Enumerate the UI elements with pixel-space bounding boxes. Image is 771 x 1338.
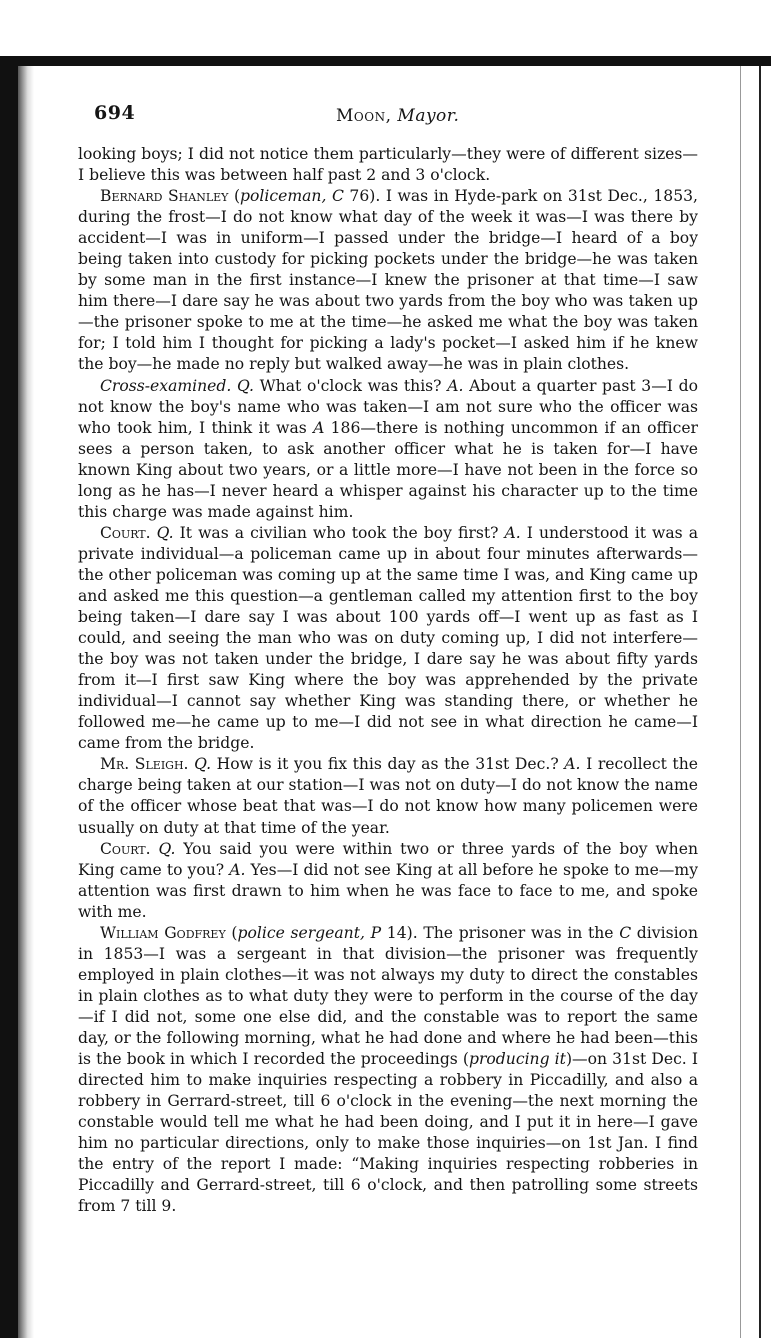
page-edge-line bbox=[759, 66, 761, 1338]
paragraph-text: ( bbox=[225, 923, 238, 942]
italic-text: Cross-examined. Q. bbox=[100, 376, 254, 395]
paragraph bbox=[78, 754, 698, 838]
paragraph-text: How is it you fix this day as the 31st Dec.? bbox=[211, 755, 565, 774]
italic-text: A. bbox=[504, 523, 521, 542]
italic-text: Q. bbox=[156, 523, 174, 542]
paragraph-text: You said you were within two or three yards of the boy when King came to you? bbox=[78, 839, 698, 879]
italic-text: A. bbox=[229, 860, 246, 879]
paragraph-text: 186—there is nothing uncommon if an officer sees a person taken, to ask another officer what he is taken for—I have known King about two years, or a little more—I have not been in the force so long as he has—I never heard a whisper against his character up to the time this charge was made against him. bbox=[78, 418, 698, 521]
paragraph bbox=[78, 186, 698, 375]
page-header bbox=[78, 96, 698, 144]
speaker-name: Court. bbox=[100, 523, 151, 542]
italic-text: A. bbox=[564, 755, 581, 774]
speaker-name: Court. bbox=[100, 839, 151, 858]
paragraph-text: ( bbox=[228, 187, 241, 206]
italic-text: C bbox=[619, 923, 632, 942]
paragraph bbox=[78, 839, 698, 923]
paragraph-text: )—on 31st Dec. I directed him to make inquiries respecting a robbery in Piccadilly, and also a robbery in Gerrard-street, till 6 o'clock in the evening—the next morning the constable would tell me what he had been doing, and I put it in here—I gave him no particular directions, only to make those inquiries—on 1st Jan. I find the entry of the report I made: “Making inquiries respecting robberies in Piccadilly and Gerrard-street, till 6 o'clock, and then patrolling some streets from 7 till 9. bbox=[78, 1050, 699, 1216]
paragraph-text: 76). I was in Hyde-park on 31st Dec., 1853, during the frost—I do not know what day of the week it was—I was there by accident—I was in uniform—I passed under the bridge—I heard of a boy being taken into custody for picking pockets under the bridge—he was taken by some man in the first instance—I knew the prisoner at that time—I saw him there—I dare say he was about two yards from the boy who was taken up—the prisoner spoke to me at the time—he asked me what the boy was taken for; I told him I thought for picking a lady's pocket—I asked him if he knew the boy—he made no reply but walked away—he was in plain clothes. bbox=[78, 187, 699, 374]
paragraph-text: division in 1853—I was a sergeant in that division—the prisoner was frequently employed in plain clothes—it was not always my duty to direct the constables in plain clothes as to what duty they were to perform in the course of the day—if I did not, some one else did, and the constable was to report the same day, or the following morning, what he had done and where he had been—this is the book in which I recorded the proceedings ( bbox=[78, 923, 698, 1069]
paragraph-text: Yes—I did not see King at all before he spoke to me—my attention was first drawn to him when he was face to face to me, and spoke with me. bbox=[78, 860, 698, 921]
italic-text: A bbox=[313, 418, 325, 437]
paragraph-text: What o'clock was this? bbox=[253, 376, 448, 395]
page-number: 694 bbox=[94, 102, 136, 124]
speaker-name: William Godfrey bbox=[100, 923, 226, 942]
speaker-name: Mr. Sleigh. bbox=[100, 755, 189, 774]
page-body-text bbox=[78, 144, 698, 1217]
running-head bbox=[336, 106, 459, 126]
running-head-name: Moon, bbox=[336, 106, 392, 126]
scan-border-top bbox=[0, 56, 771, 66]
italic-text: police sergeant, P bbox=[237, 923, 382, 942]
italic-text: Q. bbox=[158, 839, 176, 858]
scan-border-left bbox=[0, 56, 18, 1338]
italic-text: producing it bbox=[468, 1050, 566, 1069]
book-page bbox=[78, 96, 698, 1217]
paragraph-text: looking boys; I did not notice them particularly—they were of different sizes—I believe this was between half past 2 and 3 o'clock. bbox=[78, 145, 698, 185]
page-edge-line-inner bbox=[740, 66, 741, 1338]
paragraph-text: About a quarter past 3—I do not know the boy's name who was taken—I am not sure who the officer was who took him, I think it was bbox=[78, 376, 698, 437]
scan-background-top bbox=[0, 0, 771, 62]
paragraph-text: 14). The prisoner was in the bbox=[381, 923, 620, 942]
paragraph bbox=[78, 923, 698, 1218]
paragraph bbox=[78, 523, 698, 755]
paragraph bbox=[78, 376, 698, 523]
paragraph bbox=[78, 144, 698, 186]
italic-text: Q. bbox=[194, 755, 212, 774]
running-head-title: Mayor. bbox=[397, 106, 460, 126]
italic-text: policeman, C bbox=[240, 187, 344, 206]
book-gutter-shadow bbox=[18, 66, 34, 1338]
paragraph-text: I recollect the charge being taken at our station—I was not on duty—I do not know the name of the officer whose beat that was—I do not know how many policemen were usually on duty at that time of the year. bbox=[78, 755, 698, 837]
italic-text: A. bbox=[447, 376, 464, 395]
paragraph-text: I understood it was a private individual—a policeman came up in about four minutes afterwards—the other policeman was coming up at the same time I was, and King came up and asked me this question—a gentleman called my attention first to the boy being taken—I dare say I was about 100 yards off—I went up as fast as I could, and seeing the man who was on duty coming up, I did not interfere—the boy was not taken under the bridge, I dare say he was about fifty yards from it—I first saw King where the boy was apprehended by the private individual—I cannot say whether King was standing there, or whether he followed me—he came up to me—I did not see in what direction he came—I came from the bridge. bbox=[78, 523, 699, 753]
paragraph-text: It was a civilian who took the boy first? bbox=[173, 523, 505, 542]
speaker-name: Bernard Shanley bbox=[100, 187, 229, 206]
